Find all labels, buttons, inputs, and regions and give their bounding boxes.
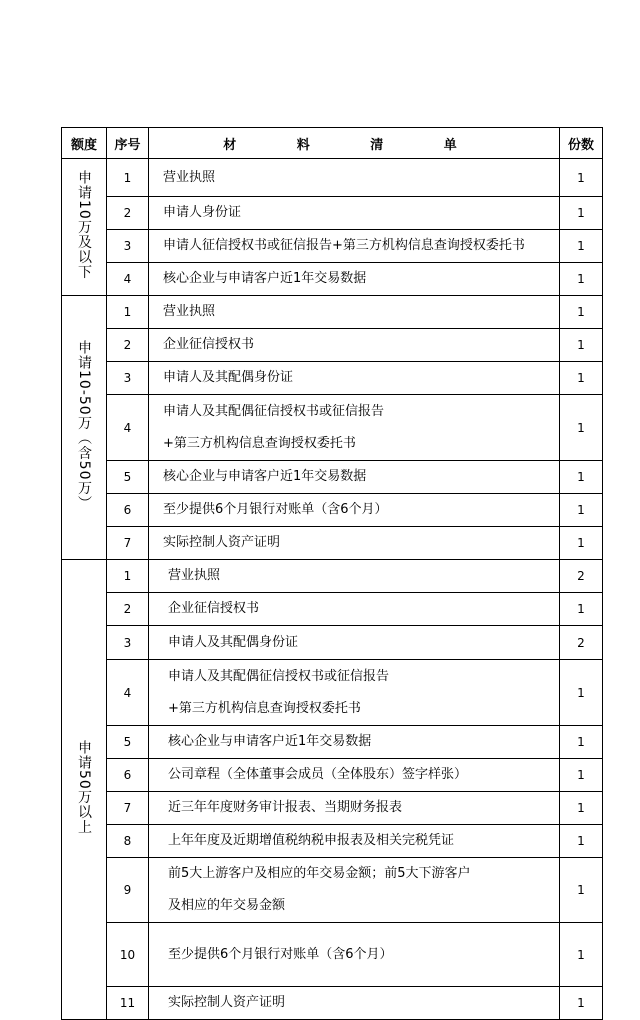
material-cell — [149, 626, 560, 660]
material-text: 实际控制人资产证明 — [168, 995, 286, 1010]
seq-cell: 4 — [107, 263, 149, 296]
seq-cell: 7 — [107, 792, 149, 825]
table-row — [62, 494, 603, 527]
seq-cell: 9 — [107, 858, 149, 923]
seq-cell: 6 — [107, 759, 149, 792]
seq-cell: 1 — [107, 159, 149, 197]
table-row — [62, 527, 603, 560]
material-text: 营业执照 — [163, 304, 216, 319]
material-cell — [149, 792, 560, 825]
material-text: 公司章程（全体董事会成员（全体股东）签字样张） — [168, 767, 468, 782]
header-materials-text: 材 料 清 单 — [223, 137, 485, 153]
seq-cell: 3 — [107, 626, 149, 660]
quota-label: 申请10万及以下 — [76, 170, 92, 280]
material-cell — [149, 987, 560, 1020]
table-row — [62, 660, 603, 726]
table-row — [62, 923, 603, 987]
copies-cell: 1 — [560, 362, 603, 395]
material-cell — [149, 759, 560, 792]
table-row — [62, 197, 603, 230]
material-text: +第三方机构信息查询授权委托书 — [163, 435, 356, 451]
material-cell — [149, 296, 560, 329]
material-text: 营业执照 — [168, 568, 221, 583]
table-row — [62, 159, 603, 197]
table-row — [62, 726, 603, 759]
table-row — [62, 263, 603, 296]
copies-cell: 1 — [560, 987, 603, 1020]
table-row — [62, 825, 603, 858]
material-text: 核心企业与申请客户近1年交易数据 — [163, 271, 367, 286]
table-row — [62, 626, 603, 660]
copies-cell: 1 — [560, 461, 603, 494]
seq-cell: 6 — [107, 494, 149, 527]
material-text: 申请人身份证 — [163, 205, 242, 220]
material-text: 核心企业与申请客户近1年交易数据 — [163, 469, 367, 484]
material-cell — [149, 726, 560, 759]
copies-cell: 1 — [560, 792, 603, 825]
copies-cell: 1 — [560, 825, 603, 858]
material-cell — [149, 593, 560, 626]
table-row — [62, 858, 603, 923]
material-cell — [149, 560, 560, 593]
table-row — [62, 987, 603, 1020]
table-row — [62, 362, 603, 395]
seq-cell: 7 — [107, 527, 149, 560]
copies-cell: 1 — [560, 197, 603, 230]
material-cell — [149, 362, 560, 395]
seq-cell: 1 — [107, 296, 149, 329]
material-text: 营业执照 — [163, 169, 216, 185]
material-text: 至少提供6个月银行对账单（含6个月） — [168, 946, 393, 962]
header-materials — [149, 128, 560, 159]
copies-cell: 1 — [560, 296, 603, 329]
material-cell — [149, 923, 560, 987]
table-row — [62, 792, 603, 825]
material-text: 实际控制人资产证明 — [163, 535, 281, 550]
quota-group-1 — [62, 159, 107, 296]
material-cell — [149, 263, 560, 296]
quota-label: 申请50万以上 — [76, 740, 92, 835]
table-row — [62, 461, 603, 494]
material-text: 至少提供6个月银行对账单（含6个月） — [163, 502, 388, 517]
table-row — [62, 296, 603, 329]
material-text: +第三方机构信息查询授权委托书 — [168, 700, 361, 716]
seq-cell: 2 — [107, 329, 149, 362]
material-cell — [149, 395, 560, 461]
header-copies: 份数 — [560, 128, 603, 159]
header-row — [62, 128, 603, 159]
seq-cell: 3 — [107, 362, 149, 395]
material-text: 近三年年度财务审计报表、当期财务报表 — [168, 800, 403, 815]
copies-cell: 1 — [560, 329, 603, 362]
material-text: 上年年度及近期增值税纳税申报表及相关完税凭证 — [168, 833, 455, 848]
seq-cell: 4 — [107, 395, 149, 461]
quota-label: 申请10-50万（含50万） — [76, 340, 92, 511]
material-cell — [149, 159, 560, 197]
seq-cell: 5 — [107, 726, 149, 759]
material-text: 申请人及其配偶身份证 — [163, 370, 294, 385]
material-cell — [149, 825, 560, 858]
table-body — [62, 159, 603, 1020]
copies-cell: 1 — [560, 923, 603, 987]
quota-group-2 — [62, 296, 107, 560]
copies-cell: 1 — [560, 726, 603, 759]
material-cell — [149, 494, 560, 527]
header-seq: 序号 — [107, 128, 149, 159]
material-cell — [149, 461, 560, 494]
seq-cell: 11 — [107, 987, 149, 1020]
material-text: 申请人征信授权书或征信报告+第三方机构信息查询授权委托书 — [163, 238, 525, 253]
table-row — [62, 395, 603, 461]
copies-cell: 1 — [560, 395, 603, 461]
material-cell — [149, 230, 560, 263]
table-row — [62, 230, 603, 263]
copies-cell: 1 — [560, 494, 603, 527]
material-cell — [149, 527, 560, 560]
copies-cell: 1 — [560, 858, 603, 923]
material-text: 申请人及其配偶征信授权书或征信报告 — [163, 403, 385, 419]
material-text: 核心企业与申请客户近1年交易数据 — [168, 734, 372, 749]
copies-cell: 2 — [560, 560, 603, 593]
header-quota: 额度 — [62, 128, 107, 159]
material-text: 申请人及其配偶征信授权书或征信报告 — [168, 668, 390, 684]
seq-cell: 8 — [107, 825, 149, 858]
copies-cell: 1 — [560, 230, 603, 263]
material-text: 企业征信授权书 — [168, 601, 260, 616]
material-text: 前5大上游客户及相应的年交易金额；前5大下游客户 — [168, 866, 471, 881]
material-cell — [149, 197, 560, 230]
copies-cell: 1 — [560, 263, 603, 296]
table-row — [62, 560, 603, 593]
seq-cell: 10 — [107, 923, 149, 987]
material-cell — [149, 858, 560, 923]
copies-cell: 1 — [560, 660, 603, 726]
material-cell — [149, 329, 560, 362]
table-row — [62, 759, 603, 792]
seq-cell: 5 — [107, 461, 149, 494]
material-text: 企业征信授权书 — [163, 337, 255, 352]
material-text: 及相应的年交易金额 — [168, 898, 286, 913]
seq-cell: 3 — [107, 230, 149, 263]
table-row — [62, 329, 603, 362]
material-text: 申请人及其配偶身份证 — [168, 634, 299, 650]
seq-cell: 4 — [107, 660, 149, 726]
seq-cell: 2 — [107, 593, 149, 626]
seq-cell: 2 — [107, 197, 149, 230]
seq-cell: 1 — [107, 560, 149, 593]
copies-cell: 2 — [560, 626, 603, 660]
copies-cell: 1 — [560, 593, 603, 626]
quota-group-3 — [62, 560, 107, 1020]
copies-cell: 1 — [560, 527, 603, 560]
table-row — [62, 593, 603, 626]
copies-cell: 1 — [560, 759, 603, 792]
materials-table — [61, 127, 603, 1020]
material-cell — [149, 660, 560, 726]
copies-cell: 1 — [560, 159, 603, 197]
